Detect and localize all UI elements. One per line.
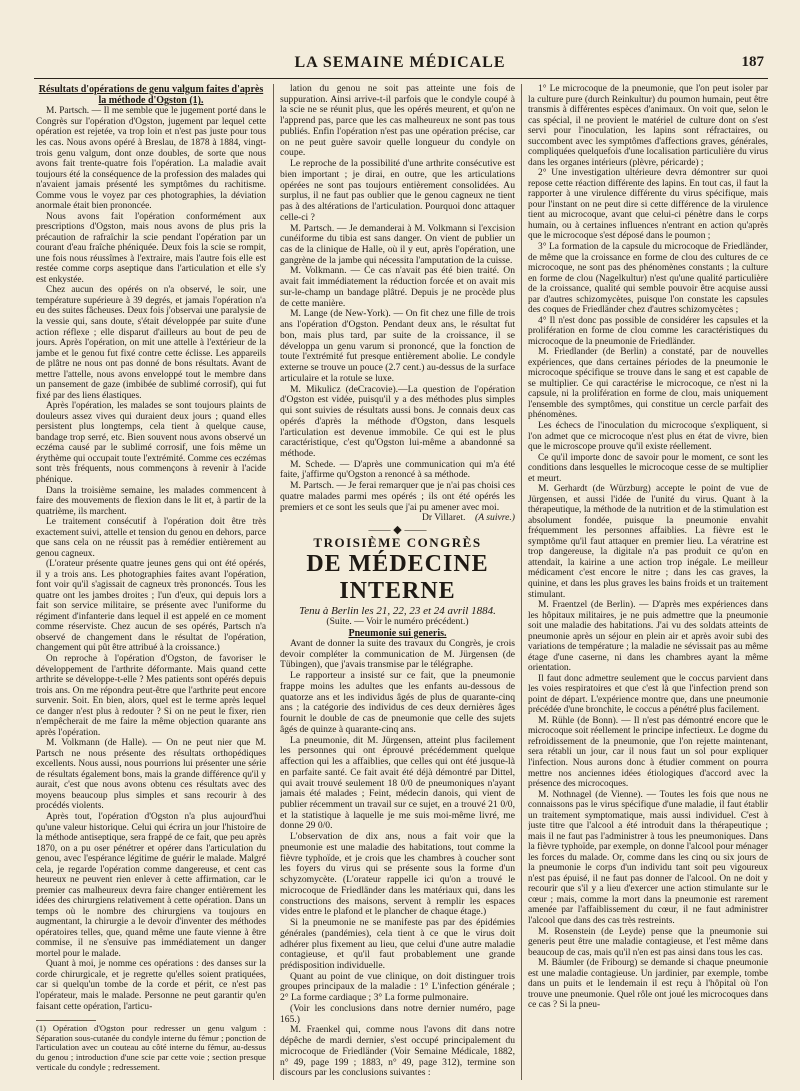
paragraph: Il faut donc admettre seulement que le coccus parvient dans les voies respiratoires et que c'est là que l'infection prend son point de départ. L'expérience montre que, dans une pneumonie précédée d'une bronchite, le coccus a pénétré plus facilement.: [528, 673, 768, 716]
congress-main-title: DE MÉDECINE INTERNE: [306, 550, 489, 604]
column-separator: [521, 84, 522, 1080]
to-be-continued: (A suivre.): [475, 512, 515, 524]
signature-line: [280, 513, 515, 524]
paragraph: lation du genou ne soit pas atteinte une fois de suppuration. Ainsi arrive-t-il parfois que le condyle coupé à la scie ne se réunit plus, que les opérés meurent, et qu'on ne l'apprend pas, parce que les cas malheureux ne sont pas tous publiés. Enfin l'opération n'est pas une opération précise, car on ne peut guère savoir quelle longueur du condyle on coupe.: [280, 84, 515, 159]
paragraph: M. Rühle (de Bonn). — Il n'est pas démontré encore que le microcoque soit réellement le principe infectieux. Le dogme du refroidissement de la pneumonie, que l'on rejette maintenant, sera rétabli un jour, car il nous faut un sol pour expliquer l'infection. Nous aurons donc à étudier comment on pourra mettre nos anciennes idées étiologiques d'accord avec la présence des microcoques.: [528, 715, 768, 790]
paragraph: 3° La formation de la capsule du microcoque de Friedländer, de même que la croissance en forme de clou des cultures de ce microcoque, ne sont pas des phénomènes constants ; la culture en forme de clou (Nagelkultur) n'est qu'une qualité particulière de la croissance, qualité qui semble pouvoir être acquise aussi par d'autres schizomycètes, puisque l'on constate les capsules des coques de Friedländer chez d'autres schizomycètes ;: [528, 241, 768, 316]
paragraph: M. Partsch. — Je ferai remarquer que je n'ai pas choisi ces quatre malades parmi mes opérés ; ils ont été opérés les premiers et ce sont les seuls que j'ai pu amener avec moi.: [280, 480, 515, 513]
paragraph: Le reproche de la possibilité d'une arthrite consécutive est bien important ; je dirai, en outre, que les articulations opérées ne sont pas toujours entièrement consolidées. Au surplus, il ne faut pas oublier que le genou cagneux ne tient pas à des altérations de l'articulation. Pourquoi donc attaquer celle-ci ?: [280, 158, 515, 223]
section-heading: Résultats d'opérations de genu valgum faites d'après la méthode d'Ogston (1).: [38, 84, 264, 107]
paragraph: Nous avons fait l'opération conformément aux prescriptions d'Ogston, mais nous avons de plus pris la précaution de rafraîchir la scie pendant l'opération par un courant d'eau fraîche phéniquée. Deux fois la scie se rompit, une fois nous réussîmes à l'extraire, mais l'autre fois elle est restée comme corps aseptique dans l'articulation et elle s'y est enkystée.: [36, 211, 266, 285]
footnote-rule: [36, 1020, 96, 1021]
paragraph: M. Rosenstein (de Leyde) pense que la pneumonie sui generis peut être une maladie contagieuse, et l'est même dans beaucoup de cas, mais qu'il n'en est pas ainsi dans tous les cas.: [528, 926, 768, 958]
column-separator: [273, 84, 274, 1080]
column-3: [528, 84, 768, 1080]
paragraph: M. Nothnagel (de Vienne). — Toutes les fois que nous ne connaissons pas le virus spécifique d'une maladie, il faut établir un traitement symptomatique, mais aussi individuel. C'est à juste titre que l'alcool a été introduit dans la thérapeutique ; mais il ne faut pas l'administrer à tous les pneumoniques. Dans la fièvre typhoïde, par exemple, on donne l'alcool pour ménager les forces du malade. Or, comme dans les cinq ou six jours de la pneumonie le corps d'un individu tant soit peu vigoureux n'est pas épuisé, il ne faut pas donner de l'alcool. On ne doit y recourir que s'il y a lieu d'exercer une action stimulante sur le cœur ; mais, comme la mort dans la pneumonie est rarement amenée par l'affaiblissement du cœur, il ne faut administrer l'alcool que dans des cas très restreints.: [528, 789, 768, 926]
paragraph: Après l'opération, les malades se sont toujours plaints de douleurs assez vives qui duraient deux jours ; quand elles persistent plus longtemps, cela tient à quelque cause, bandage trop serré, etc. Bien souvent nous avons observé un eczéma causé par le sublimé corrosif, une fois même un érythème qui occupait toute l'extrémité. Comme ces eczémas sont très fréquents, nous commençons à revenir à l'acide phénique.: [36, 401, 266, 485]
header-rule: [34, 78, 768, 79]
column-2: [280, 84, 515, 1080]
paragraph: La pneumonie, dit M. Jürgensen, atteint plus facilement les personnes qui ont éprouvé précédemment quelque affection qui les a affaiblies, que celles qui ont été jusque-là en parfaite santé. Ce fait avait été déjà démontré par Dittel, qui avait trouvé seulement 18 0/0 de pneumoniques n'ayant jamais été malades ; Feint, médecin danois, qui vient de publier récemment un travail sur ce sujet, en a trouvé 21 0/0, et la statistique à laquelle je me suis moi-même livré, me donne 29 0/0.: [280, 734, 515, 832]
paragraph: M. Partsch. — Il me semble que le jugement porté dans le Congrès sur l'opération d'Ogston, jugement par lequel cette opération est rejetée, va trop loin et n'est pas juste pour tous les cas. Nous avons opéré à Breslau, de 1878 à 1884, vingt-trois genu valgum, dont onze doubles, de sorte que nous avons fait trente-quatre fois l'opération. La maladie avait toujours été la conséquence de la profession des malades qui n'avaient jamais présenté les symptômes du rachitisme. Comme vous le voyez par ces photographies, la déviation anormale était bien prononcée.: [36, 106, 266, 212]
paragraph: Les échecs de l'inoculation du microcoque s'expliquent, si l'on admet que ce microcoque n'est plus en état de vivre, bien que le microscope prouve qu'il existe réellement.: [528, 421, 768, 453]
paragraph: (Voir les conclusions dans notre dernier numéro, page 165.): [280, 1002, 515, 1025]
footnote: (1) Opération d'Ogston pour redresser un genu valgum : Séparation sous-cutanée du condyle interne du fémur ; ponction de l'articulation avec un couteau au côté interne du fémur, au-dessus du genou ; introduction d'une scie par cette voie ; section presque verticale du condyle ; redressement.: [36, 1023, 266, 1072]
paragraph: Quant à moi, je nomme ces opérations : des danses sur la corde chirurgicale, et je regrette qu'elles soient pratiquées, car si quelqu'un tombe de la corde et périt, ce n'est pas l'opérateur, mais le malade. Personne ne peut garantir qu'en faisant cette opération, l'articu-: [36, 959, 266, 1012]
paragraph: Quant au point de vue clinique, on doit distinguer trois groupes principaux de la maladie : 1° L'infection générale ; 2° La forme cardiaque ; 3° La forme pulmonaire.: [280, 970, 515, 1004]
paragraph: Ce qu'il importe donc de savoir pour le moment, ce sont les conditions dans lesquelles le microcoque cesse de se multiplier et meurt.: [528, 452, 768, 484]
paragraph: (L'orateur présente quatre jeunes gens qui ont été opérés, il y a trois ans. Les photographies faites avant l'opération, font voir qu'il s'agissait de cagneux très prononcés. Tous les quatre ont les jambes droites ; l'un d'eux, qui depuis lors a fait son service militaire, se présente avec l'uniforme du régiment d'infanterie dans lequel il est appelé en ce moment comme réserviste. Chez aucun de ses opérés, Partsch n'a observé de changement dans le résultat de l'opération, changement qui pût être attribué à la croissance.): [36, 559, 266, 654]
paragraph: Dans la troisième semaine, les malades commencent à faire des mouvements de flexion dans le lit et, à partir de la quatrième, ils marchent.: [36, 485, 266, 517]
journal-title: LA SEMAINE MÉDICALE: [294, 54, 506, 71]
paragraph: Chez aucun des opérés on n'a observé, le soir, une température supérieure à 39 degrés, et jamais l'opération n'a eu des suites fâcheuses. Deux fois j'observai une paralysie de la vessie qui, sans doute, s'était développée par suite d'une action réflexe ; elle disparut d'ailleurs au bout de peu de jours. Après l'opération, on mit une attelle à l'extérieur de la jambe et le genou fut fixé contre cette éclisse. Les appareils de plâtre ne nous ont pas donné de bons résultats. Avant de mettre l'attelle, nous avons enveloppé tout le membre dans un pansement de gaze (imbibée de sublimé corrosif), qui fut fixé par des liens élastiques.: [36, 285, 266, 401]
paragraph: M. Gerhardt (de Würzburg) accepte le point de vue de Jürgensen, et aussi l'idée de l'unité du virus. Quant à la thérapeutique, la méthode de la nutrition et de la stimulation est absolument fondée, puisque la pneumonie envahit fréquemment les personnes affaiblies. La fièvre est le symptôme qu'il faut attaquer en premier lieu. La vératrine est trop dangereuse, la digitale n'a pas produit ce qu'on en attendait, la kairine a une action trop inégale. Le meilleur médicament c'est encore le nitre ; dans les cas graves, la quinine, et dans les plus graves les bains froids et un traitement stimulant.: [528, 484, 768, 600]
congress-title: TROISIÈME CONGRÈS: [313, 535, 482, 551]
congress-subtitle: Tenu à Berlin les 21, 22, 23 et 24 avril 1884.: [299, 604, 496, 617]
paragraph: M. Mikulicz (deCracovie).—La question de l'opération d'Ogston est vidée, puisqu'il y a des méthodes plus simples qui sont suivies de résultats aussi bons. Je connais deux cas opérés d'après la méthode d'Ogston, dans lesquels l'articulation est devenue immobile. Ce qui est le plus caractéristique, c'est qu'Ogston lui-même a abandonné sa méthode.: [280, 383, 515, 459]
paragraph: Avant de donner la suite des travaux du Congrès, je crois devoir compléter la communication de M. Jürgensen (de Tübingen), que j'avais transmise par le télégraphe.: [280, 637, 515, 671]
paragraph: M. Friedlander (de Berlin) a constaté, par de nouvelles expériences, que dans certaines périodes de la pneumonie le microcoque spécifique se trouve dans le sang et est capable de se multiplier. Ce qui caractérise le microcoque, ce n'est ni la capsule, ni la prolifération en forme de clou, mais uniquement l'ensemble des symptômes, qui constitue un cercle parfait des phénomènes.: [528, 347, 768, 421]
paragraph: Après tout, l'opération d'Ogston n'a plus aujourd'hui qu'une valeur historique. Celui qui écrira un jour l'histoire de la méthode antiseptique, sera frappé de ce fait, que peu après 1870, on a pu oser pénétrer et opérer dans l'articulation du genou, avec l'espérance légitime de guérir le malade. Malgré cela, je regarde l'opération comme dangereuse, et cent cas heureux ne peuvent rien enlever à cette affirmation, car le premier cas malheureux devra faire changer entièrement les idées des chirurgiens relativement à cette opération. Dans un temps où le nombre des chirurgiens va toujours en augmentant, la chirurgie a le devoir d'inventer des méthodes opératoires telles, que, quand même une faute vienne à être commise, il ne s'ensuive pas immédiatement un danger mortel pour le malade.: [36, 811, 266, 959]
paragraph: Le traitement consécutif à l'opération doit être très exactement suivi, attelle et tension du genou en dehors, parce que sans cela on ne réussit pas à remédier entièrement au genou cagneux.: [36, 517, 266, 559]
continued-note: (Suite. — Voir le numéro précédent.): [326, 616, 469, 628]
paragraph: 4° Il n'est donc pas possible de considérer les capsules et la prolifération en forme de clou comme les caractéristiques du microcoque de la pneumonie de Friedländer.: [528, 315, 768, 347]
paragraph: M. Volkmann. — Ce cas n'avait pas été bien traité. On avait fait immédiatement la réduction forcée et on avait mis sur-le-champ un bandage plâtré. Depuis je ne procède plus de cette manière.: [280, 265, 515, 309]
paragraph: M. Volkmann (de Halle). — On ne peut nier que M. Partsch ne nous présente des résultats orthopédiques excellents. Nous aussi, nous pourrions lui présenter une série de résultats également bons, mais la grande différence qu'il y aurait, c'est que nous avons obtenu ces résultats avec des moyens beaucoup plus simples et sans recourir à des procédés violents.: [36, 738, 266, 812]
paragraph: Le rapporteur a insisté sur ce fait, que la pneumonie frappe moins les adultes que les enfants au-dessous de quatorze ans et les individus âgés de plus de quarante-cinq ans ; la catégorie des individus de ces deux dernières âges fournit le double de cas de pneumonie que celle des sujets âgés de quinze à quarante-cinq ans.: [280, 670, 515, 735]
paragraph: L'observation de dix ans, nous a fait voir que la pneumonie est une maladie des habitations, tout comme la fièvre typhoïde, et je crois que les chambres à coucher sont les foyers du virus qui se présente sous la forme d'un schyzomycète. (L'orateur rappelle ici qu'on a trouvé le microcoque de Friedländer dans les matériaux qui, dans les constructions des maisons, servent à remplir les espaces vides entre le plafond et le plancher de chaque étage.): [280, 831, 515, 918]
paragraph: 2° Une investigation ultérieure devra démontrer sur quoi repose cette réaction différente des lapins. En tout cas, il faut la rapporter à une virulence différente du virus spécifique, mais pour l'instant on ne peut dire si cette différence de la virulence tient au microcoque, avant que celui-ci pénètre dans le corps humain, ou à certaines influences n'entrant en action qu'après que le microcoque s'est déposé dans le poumon ;: [528, 168, 768, 242]
paragraph: M. Fraenkel qui, comme nous l'avons dit dans notre dépêche de mardi dernier, s'est occupé principalement du microcoque de Friedländer (Voir Semaine Médicale, 1882, n° 49, page 199 ; 1883, n° 49, page 312), termine son discours par les conclusions suivantes :: [280, 1024, 515, 1079]
paragraph: Si la pneumonie ne se manifeste pas par des épidémies générales (pandémies), cela tient à ce que le virus doit adhérer plus fixement au lieu, que celui d'une autre maladie contagieuse, et qu'il faut probablement une grande prédisposition individuelle.: [280, 917, 515, 971]
paragraph: 1° Le microcoque de la pneumonie, que l'on peut isoler par la culture pure (durch Reinkultur) du poumon humain, peut être transmis à différentes espèces d'animaux. On voit que, selon le cas spécial, il ne provient le matériel de culture dont on s'est servi pour l'inoculation, les lapins sont réfractaires, ou succombent avec les symptômes d'affections graves, générales, compliquées quelquefois d'une localisation particulière du virus dans les organes intérieurs (plèvre, péricarde) ;: [528, 84, 768, 168]
paragraph: On reproche à l'opération d'Ogston, de favoriser le développement de l'arthrite déformante. Mais quand cette arthrite se développe-t-elle ? Mes patients sont opérés depuis trois ans. On me répondra peut-être que l'arthrite peut encore survenir. Soit. En bien, alors, quel est le terme après lequel ce danger n'est plus à redouter ? Si on ne peut le fixer, rien n'empêcherait de me faire la même objection quarante ans après l'opération.: [36, 654, 266, 738]
paragraph: M. Partsch. — Je demanderai à M. Volkmann si l'excision cunéiforme du tibia est sans danger. On vient de publier un cas de la clinique de Halle, où il y eut, après l'opération, une gangrène de la jambe qui nécessita l'amputation de la cuisse.: [280, 222, 515, 266]
section-heading: Pneumonie sui generis.: [348, 627, 447, 639]
column-1: [36, 84, 266, 1080]
ornament-divider: —— ◆ ——: [368, 524, 427, 537]
signature: Dr Villaret.: [421, 512, 466, 524]
paragraph: M. Schede. — D'après une communication qui m'a été faite, j'affirme qu'Ogston a renoncé à sa méthode.: [280, 458, 515, 481]
page-number: 187: [741, 54, 764, 70]
paragraph: M. Fraentzel (de Berlin). — D'après mes expériences dans les hôpitaux militaires, je ne puis admettre que la pneumonie soit une maladie des habitations. J'ai vu des soldats atteints de pneumonie après un séjour en plein air et après avoir subi des variations de température ; la maladie ne sévissait pas au même étage d'une caserne, ni dans les chambres ayant la même orientation.: [528, 600, 768, 674]
paragraph: M. Lange (de New-York). — On fit chez une fille de trois ans l'opération d'Ogston. Pendant deux ans, le résultat fut bon, mais plus tard, par suite de la croissance, il se développa un genu varum si prononcé, que la fonction de toute l'extrémité fut presque entièrement abolie. Le condyle externe se trouve un pouce (2.7 cent.) au-dessus de la surface articulaire et la rotule se luxe.: [280, 308, 515, 384]
paragraph: M. Bäumler (de Fribourg) se demande si chaque pneumonie est une maladie contagieuse. Un jardinier, par exemple, tombe dans un puits et le lendemain il est reçu à l'hôpital où l'on trouve une pneumonie. Quel rôle ont joué les microcoques dans ce cas ? Si la pneu-: [528, 958, 768, 1011]
